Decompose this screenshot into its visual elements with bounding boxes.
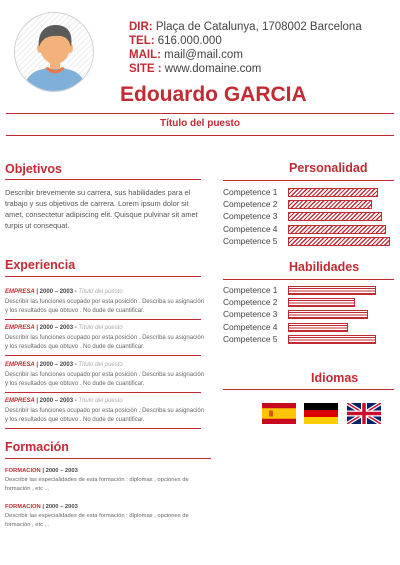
address-value: Plaça de Catalunya, 1708002 Barcelona: [155, 21, 362, 33]
competence-label: Competence 3: [223, 309, 278, 320]
personality-level-bar: [288, 188, 378, 197]
experience-dates: | 2000 – 2003 -: [34, 325, 79, 331]
education-description: Describir las especialidades de esta formación : diplomas , opciones de formación , etc ...: [5, 477, 189, 492]
languages-divider: [223, 389, 394, 390]
objectives-divider: [5, 179, 201, 180]
skill-level-bar: [288, 298, 355, 307]
education-item: [5, 503, 215, 530]
spain-flag-icon: [262, 403, 296, 424]
site-value: www.domaine.com: [164, 63, 262, 75]
objectives-text: Describir brevemente su carrera, sus habilidades para el trabajo y sus objetivos de carrera. Lorem ipsum dolor sit amet, consectetur adipiscing elit. Quisque pulvinar sit amet turpis ut consequat.: [5, 188, 198, 230]
company-name: EMPRESA: [5, 289, 35, 295]
competence-label: Competence 2: [223, 297, 278, 308]
education-description: Describir las especialidades de esta formación : diplomas , opciones de formación , etc ...: [5, 513, 189, 528]
position-title: Título del puesto: [78, 398, 123, 404]
competence-label: Competence 5: [223, 333, 278, 344]
divider: [5, 319, 201, 320]
competence-label: Competence 1: [223, 285, 278, 295]
skills-divider: [223, 279, 394, 280]
address-label: DIR:: [129, 21, 153, 33]
personality-level-bar: [288, 212, 382, 221]
languages-title: Idiomas: [311, 371, 359, 385]
experience-item: [5, 324, 205, 353]
education-dates: | 2000 – 2003: [40, 504, 78, 510]
experience-description: Describir las funciones ocupado por esta posición . Describa su asignación y los resultados que obtuvo . No dude de cuantificar.: [5, 298, 205, 315]
education-title: Formación: [5, 440, 69, 454]
position-title: Título del puesto: [78, 289, 123, 295]
competence-label: Competence 5: [223, 235, 278, 246]
education-item: [5, 467, 215, 494]
position-title: Título del puesto: [78, 362, 123, 368]
experience-description: Describir las funciones ocupado por esta posición . Describa su asignación y los resultados que obtuvo . No dude de cuantificar.: [5, 407, 205, 424]
position-title: Título del puesto: [78, 325, 123, 331]
personality-divider: [223, 180, 394, 181]
contact-info: [129, 20, 362, 76]
experience-description: Describir las funciones ocupado por esta posición . Describa su asignación y los resultados que obtuvo . No dude de cuantificar.: [5, 371, 205, 388]
personality-title: Personalidad: [289, 161, 368, 175]
divider: [6, 135, 394, 136]
germany-flag-icon: [304, 403, 338, 424]
experience-dates: | 2000 – 2003 -: [34, 289, 79, 295]
site-label: SITE :: [129, 63, 162, 75]
mail-value: mail@mail.com: [164, 49, 243, 61]
experience-dates: | 2000 – 2003 -: [34, 398, 79, 404]
skill-level-bar: [288, 323, 348, 332]
personality-level-bar: [288, 200, 372, 209]
competence-label: Competence 4: [223, 223, 278, 234]
experience-item: [5, 397, 205, 426]
school-name: FORMACION: [5, 468, 41, 474]
mail-row: [129, 48, 362, 62]
divider: [5, 392, 201, 393]
person-icon: [15, 13, 94, 92]
divider: [6, 113, 394, 114]
personality-level-bar: [288, 237, 390, 246]
address-row: [129, 20, 362, 34]
personality-level-bar: [288, 225, 386, 234]
experience-description: Describir las funciones ocupado por esta posición . Describa su asignación y los resultados que obtuvo . No dude de cuantificar.: [5, 334, 205, 351]
experience-title: Experiencia: [5, 258, 76, 272]
company-name: EMPRESA: [5, 325, 35, 331]
competence-label: Competence 1: [223, 187, 278, 197]
skill-level-bar: [288, 286, 376, 295]
mail-label: MAIL:: [129, 49, 161, 61]
experience-item: [5, 288, 205, 317]
candidate-name: Edouardo GARCIA: [120, 83, 307, 106]
competence-label: Competence 4: [223, 321, 278, 332]
avatar: [14, 12, 94, 92]
skill-level-bar: [288, 310, 368, 319]
site-row: [129, 62, 362, 76]
experience-divider: [5, 276, 201, 277]
company-name: EMPRESA: [5, 398, 35, 404]
job-title: Título del puesto: [160, 118, 240, 129]
objectives-title: Objetivos: [5, 162, 62, 176]
competence-label: Competence 3: [223, 211, 278, 222]
experience-dates: | 2000 – 2003 -: [34, 362, 79, 368]
skill-level-bar: [288, 335, 376, 344]
divider: [5, 428, 201, 429]
phone-label: TEL:: [129, 35, 155, 47]
phone-row: [129, 34, 362, 48]
experience-item: [5, 361, 205, 390]
company-name: EMPRESA: [5, 362, 35, 368]
school-name: FORMACION: [5, 504, 41, 510]
education-divider: [5, 458, 211, 459]
skills-title: Habilidades: [289, 260, 360, 274]
competence-label: Competence 2: [223, 199, 278, 210]
phone-value: 616.000.000: [157, 35, 222, 47]
divider: [5, 355, 201, 356]
uk-flag-icon: [347, 403, 381, 424]
education-dates: | 2000 – 2003: [40, 468, 78, 474]
